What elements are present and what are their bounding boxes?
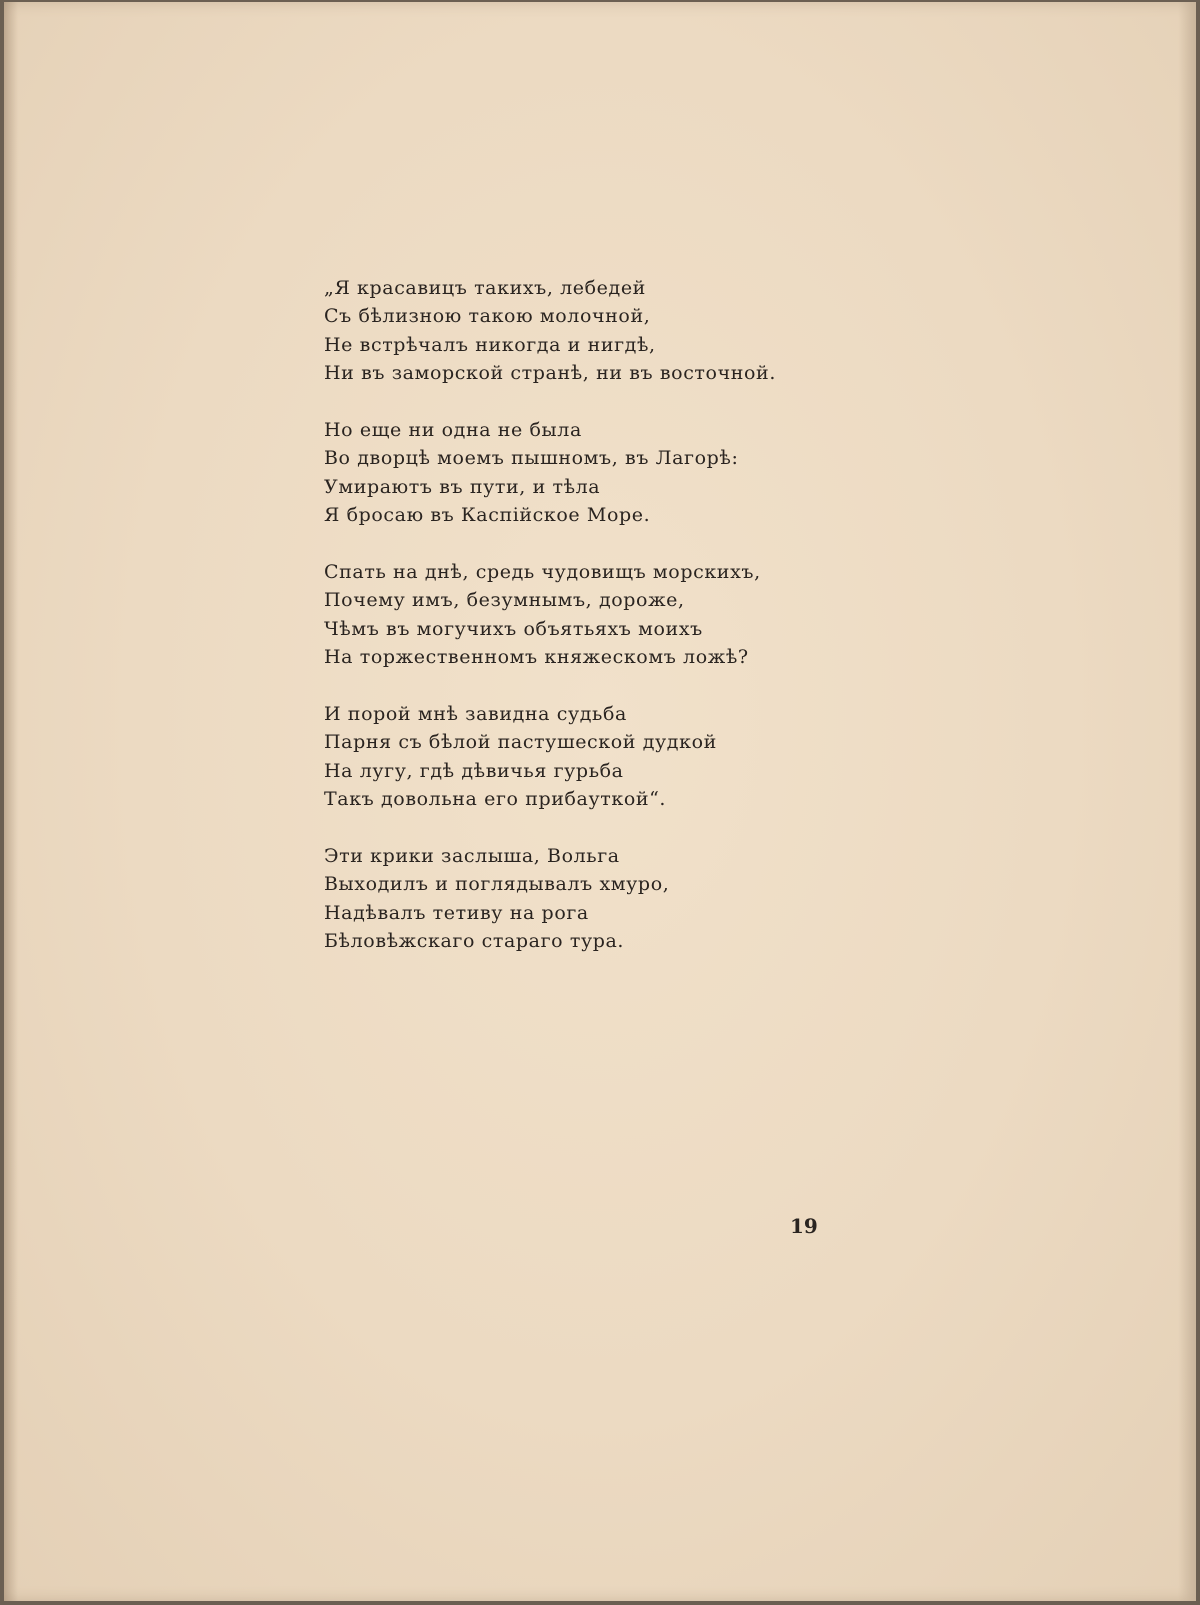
- poem-line: Выходилъ и поглядывалъ хмуро,: [324, 873, 670, 896]
- poem-line: Чѣмъ въ могучихъ объятьяхъ моихъ: [324, 617, 703, 640]
- stanza: [324, 416, 844, 530]
- poem-line: На торжественномъ княжескомъ ложѣ?: [324, 646, 749, 669]
- stanza: [324, 558, 844, 672]
- poem-line: Надѣвалъ тетиву на рога: [324, 901, 589, 924]
- poem-line: Парня съ бѣлой пастушеской дудкой: [324, 731, 717, 754]
- poem-line: Такъ довольна его прибауткой“.: [324, 788, 667, 811]
- stanza: [324, 842, 844, 956]
- poem-line: Я бросаю въ Каспійское Море.: [324, 504, 651, 527]
- poem-line: „Я красавицъ такихъ, лебедей: [324, 277, 646, 299]
- stanza: [324, 274, 844, 388]
- poem-line: Эти крики заслыша, Вольга: [324, 845, 620, 868]
- poem-line: Во дворцѣ моемъ пышномъ, въ Лагорѣ:: [324, 447, 739, 470]
- poem-line: Не встрѣчалъ никогда и нигдѣ,: [324, 333, 656, 356]
- book-page: [4, 2, 1196, 1601]
- poem-line: Съ бѣлизною такою молочной,: [324, 305, 651, 328]
- poem-line: Бѣловѣжскаго стараго тура.: [324, 930, 625, 953]
- poem-line: Ни въ заморской странѣ, ни въ восточной.: [324, 362, 776, 385]
- poem-line: И порой мнѣ завидна судьба: [324, 703, 627, 726]
- poem-line: Спать на днѣ, средь чудовищъ морскихъ,: [324, 561, 761, 584]
- page-number: 19: [790, 1214, 818, 1238]
- stanza: [324, 700, 844, 814]
- poem-text: [324, 274, 844, 984]
- poem-line: На лугу, гдѣ дѣвичья гурьба: [324, 759, 624, 782]
- poem-line: Почему имъ, безумнымъ, дороже,: [324, 589, 685, 612]
- poem-line: Но еще ни одна не была: [324, 419, 582, 442]
- poem-line: Умираютъ въ пути, и тѣла: [324, 475, 601, 498]
